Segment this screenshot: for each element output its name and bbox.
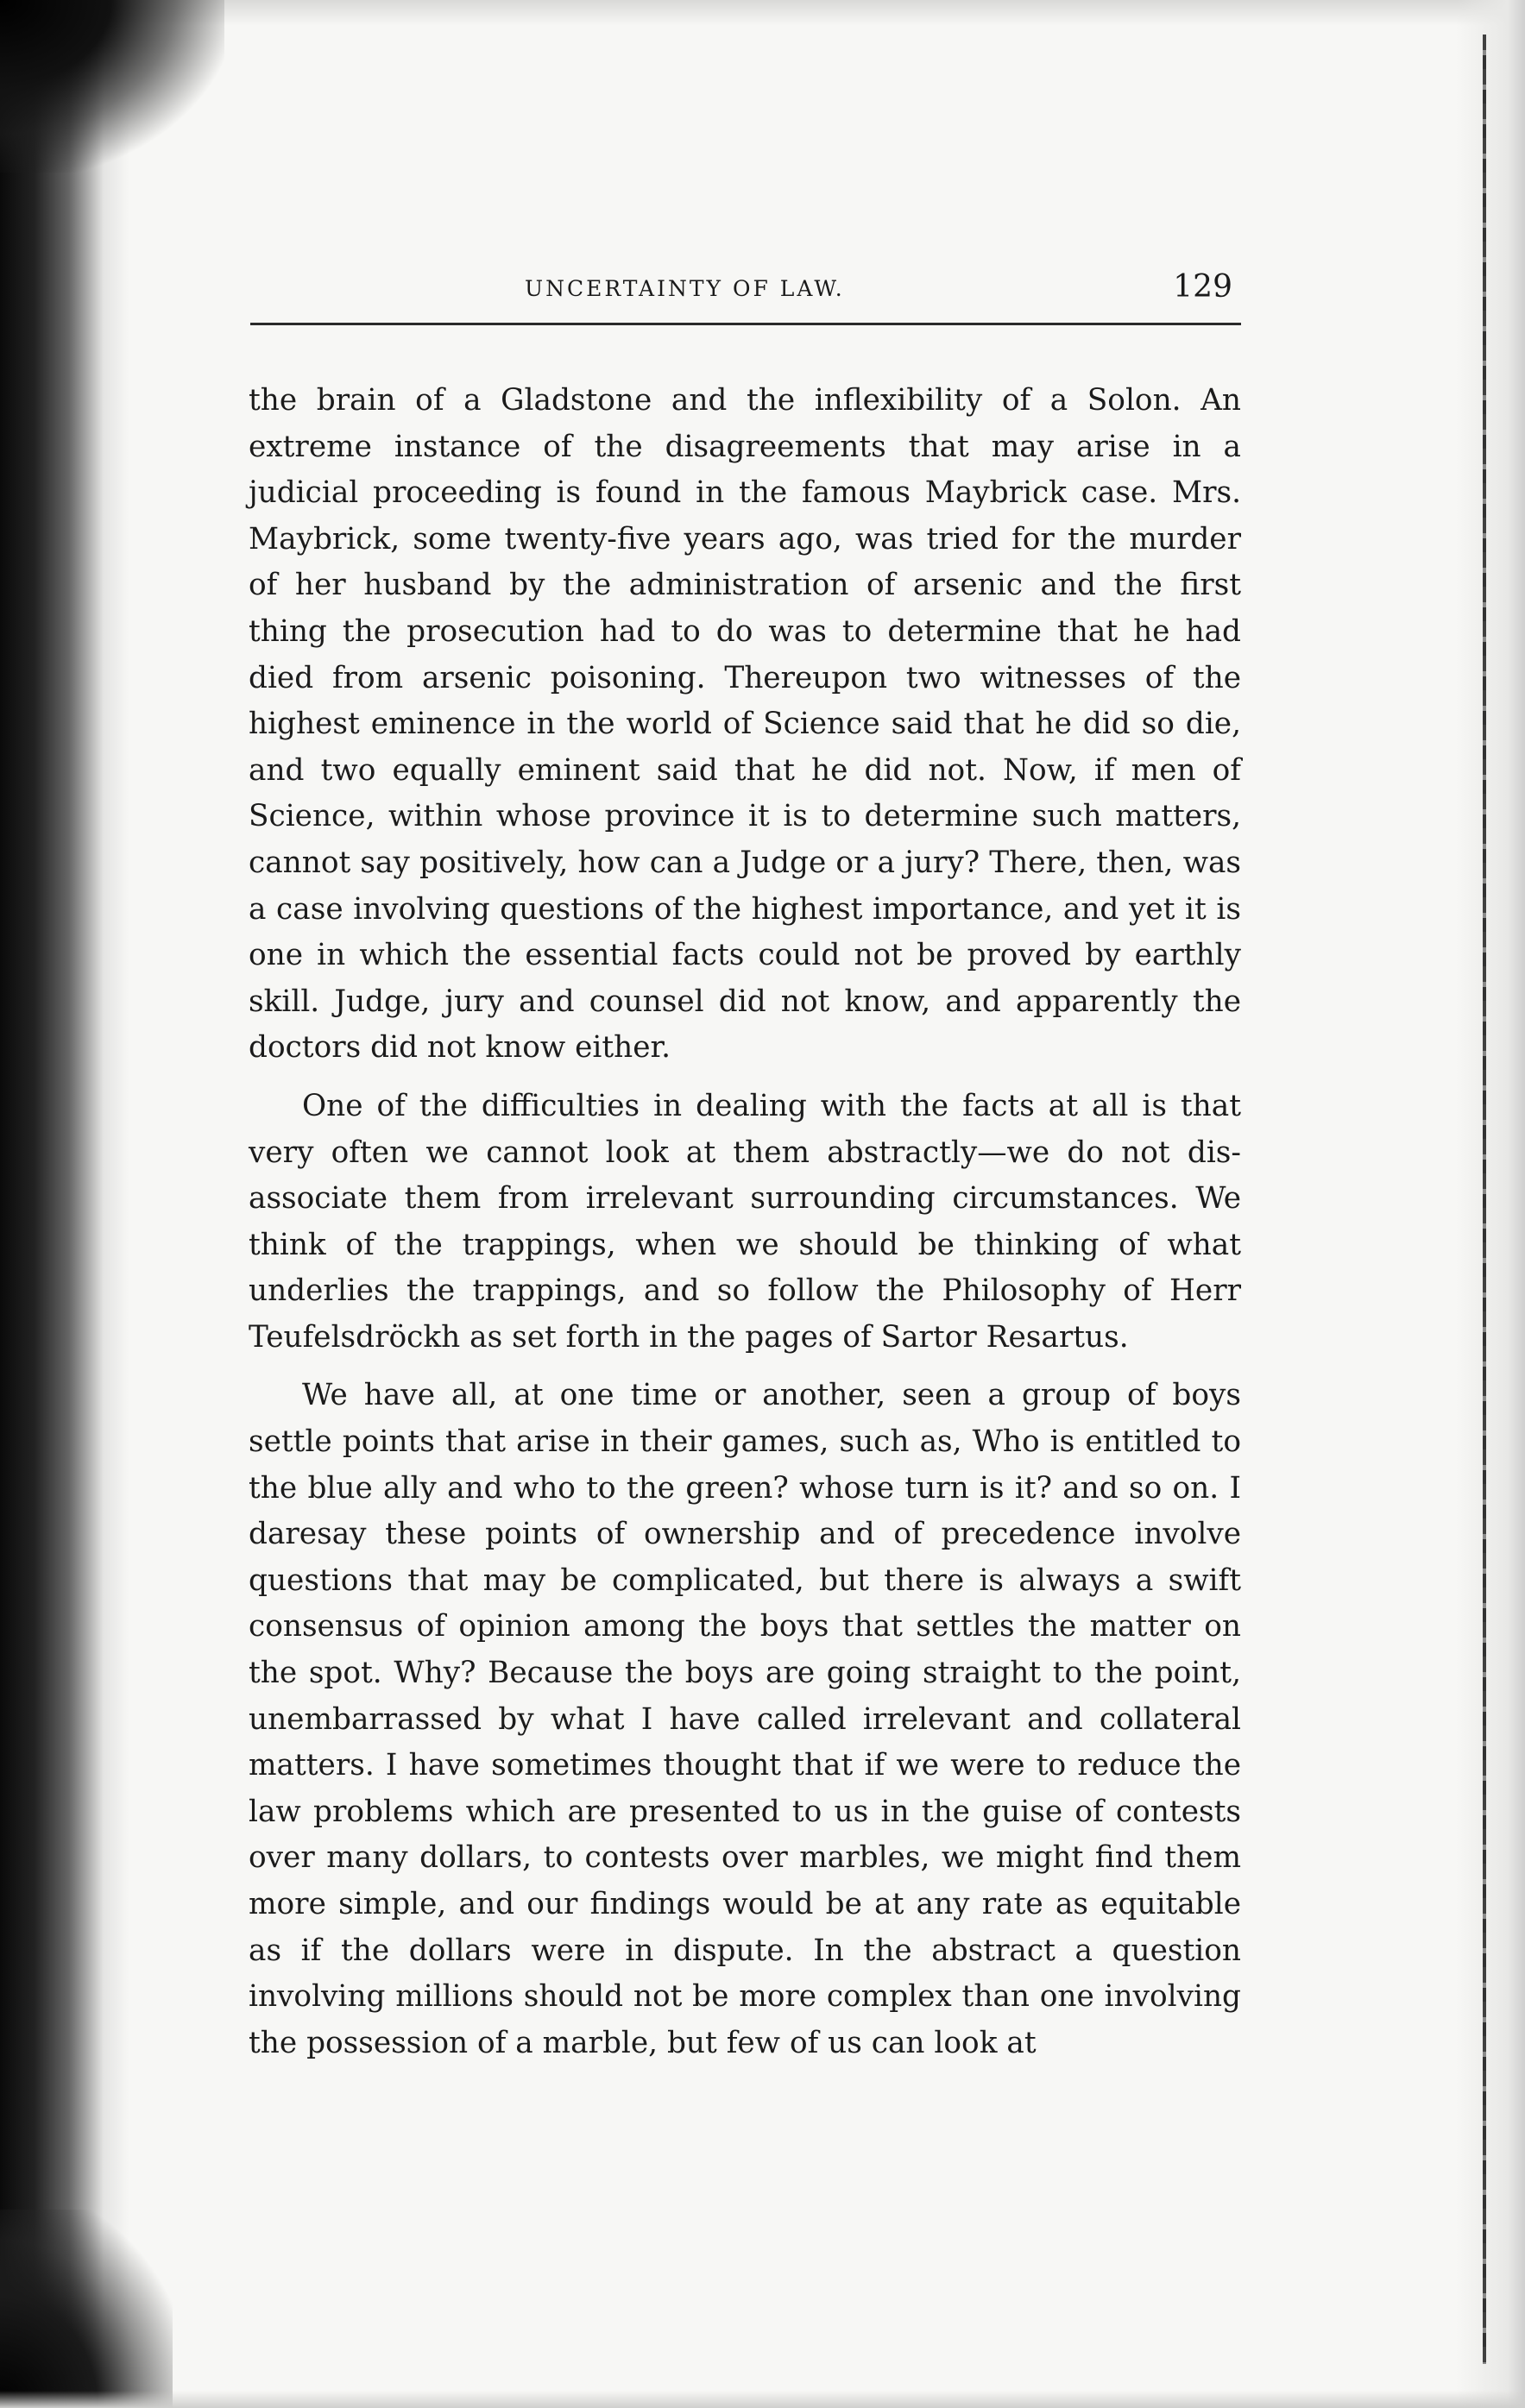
scan-left-top-corner-shadow — [0, 0, 224, 173]
scan-right-edge-page-stack — [1483, 35, 1486, 2364]
page-number: 129 — [1173, 269, 1232, 305]
running-head — [249, 269, 1241, 321]
paragraph-2: One of the difficulties in dealing with the facts at all is that very often we cannot look at them abstractly—we do not dis-associate them from irrelevant surrounding circumstances. We think of the trappings, when we should be thinking of what underlies the trappings, and so follow the Philosophy of Herr Teufelsdröckh as set forth in the pages of Sartor Resartus. — [249, 1088, 1241, 1355]
running-title: UNCERTAINTY OF LAW. — [525, 276, 845, 301]
scan-top-edge — [0, 0, 1525, 26]
scan-bottom-edge — [0, 2391, 1525, 2408]
header-rule — [250, 323, 1241, 325]
scan-left-bottom-corner-shadow — [0, 2210, 173, 2408]
scan-right-edge-shadow — [1456, 0, 1525, 2408]
scan-left-edge-shadow — [0, 0, 129, 2408]
paragraph-1: the brain of a Gladstone and the inflexibility of a Solon. An extreme instance of the disagreements that may arise in a judicial proceeding is found in the famous Maybrick case. Mrs. Maybrick, some twenty-five years ago, was tried for the murder of her husband by the administration of arsenic and the first thing the prosecution had to do was to determine that he had died from arsenic poisoning. Thereupon two witnesses of the highest eminence in the world of Science said that he did so die, and two equally eminent said that he did not. Now, if men of Science, within whose province it is to determine such matters, cannot say positively, how can a Judge or a jury? There, then, was a case involving questions of the highest importance, and yet it is one in which the essential facts could not be proved by earthly skill. Judge, jury and counsel did not know, and apparently the doctors did not know either. — [249, 383, 1241, 1066]
body-text — [249, 378, 1241, 2066]
paragraph-3: We have all, at one time or another, seen a group of boys settle points that arise in their games, such as, Who is entitled to the blue ally and who to the green? whose turn is it? and so on. I daresay these points of ownership and of precedence involve questions that may be complicated, but there is always a swift consensus of opinion among the boys that settles the matter on the spot. Why? Because the boys are going straight to the point, unembarrassed by what I have called irrelevant and collateral matters. I have sometimes thought that if we were to reduce the law problems which are presented to us in the guise of contests over many dollars, to contests over marbles, we might find them more simple, and our findings would be at any rate as equitable as if the dollars were in dispute. In the abstract a question involving millions should not be more complex than one involving the possession of a marble, but few of us can look at — [249, 1378, 1241, 2060]
